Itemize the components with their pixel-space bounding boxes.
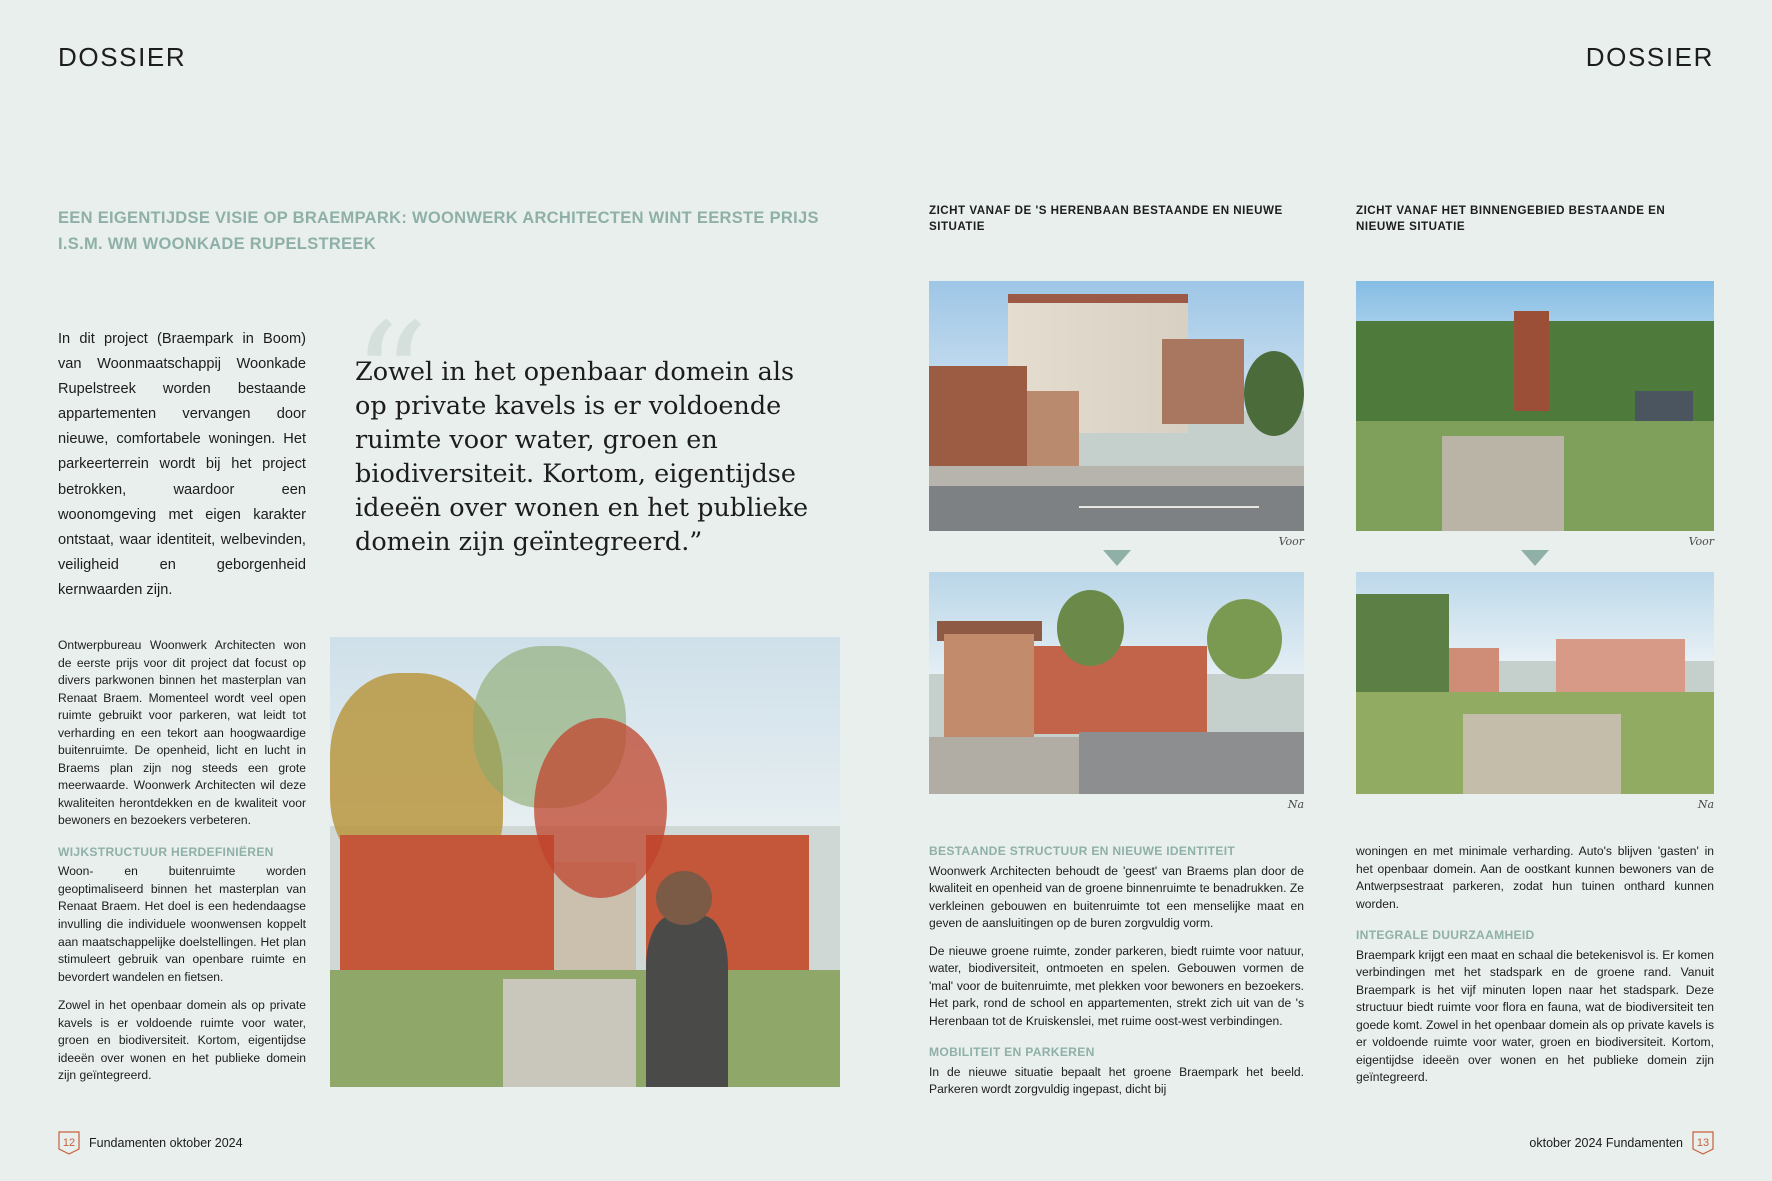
paragraph: woningen en met minimale verharding. Auto's blijven 'gasten' in het openbaar domein. Aan de oostkant kunnen bewoners van de Antwerpsestraat parkeren, zodat hun tuinen onthard kunnen worden. [1356,844,1714,911]
column-heading: ZICHT VANAF DE 'S HERENBAAN BESTAANDE EN NIEUWE SITUATIE [929,204,1283,233]
running-head-left: DOSSIER [58,42,187,72]
section-heading: INTEGRALE DUURZAAMHEID [1356,928,1535,943]
photo-caption: Na [1287,798,1304,812]
paragraph: Braempark krijgt een maat en schaal die betekenisvol is. Er komen verbindingen met het stadspark en de groene rand. Vanuit Braempark is het vijf minuten lopen naar het stadspark. Deze structuur biedt ruimte voor flora en fauna, wat de biodiversiteit ten goede komt. Zowel in het openbaar domein als op private kavels is er voldoende ruimte voor water, groen en biodiversiteit. Kortom, eigentijdse ideeën over wonen en het publieke domein zijn geïntegreerd. [1356,947,1714,1085]
footer-text: oktober 2024 Fundamenten [1529,1136,1683,1150]
street-tree [1244,351,1304,436]
photo-caption: Voor [1278,535,1304,549]
column-binnengebied [1356,203,1714,811]
running-head-right: DOSSIER [1585,42,1714,72]
footpath [503,979,636,1087]
section-heading: MOBILITEIT EN PARKEREN [929,1045,1095,1060]
park-path [1463,714,1621,794]
footer-text: Fundamenten oktober 2024 [89,1136,243,1150]
transition-arrow [929,550,1304,566]
column-binnengebied-text [1356,843,1714,1097]
photo-herenbaan-new [929,572,1304,794]
section-heading: WIJKSTRUCTUUR HERDEFINIËREN [58,844,274,859]
page-number-badge [1692,1131,1714,1155]
paragraph: Ontwerpbureau Woonwerk Architecten won de eerste prijs voor dit project dat focust op divers parkwonen binnen het masterplan van Renaat Braem. Momenteel wordt veel open ruimte gebruikt voor parkeren, wat leidt tot verharding en een tekort aan hoogwaardige buitenruimte. De openheid, licht en lucht in Braems plan zijn nog steeds een grote meerwaarde. Woonwerk Architecten wil deze kwaliteiten herontdekken en de kwaliteit voor bewoners en bezoekers verbeteren. [58,638,306,828]
photo-caption: Na [1697,798,1714,812]
footer-left [58,1131,243,1155]
paragraph: Zowel in het openbaar domein als op private kavels is er voldoende ruimte voor water, groen en biodiversiteit. Kortom, eigentijdse ideeën over wonen en het publieke domein zijn geïntegreerd. [58,998,306,1083]
section-heading: BESTAANDE STRUCTUUR EN NIEUWE IDENTITEIT [929,844,1236,858]
footer-right [1529,1131,1714,1155]
photo-binnengebied-new [1356,572,1714,794]
road [929,486,1304,531]
paragraph: Woon- en buitenruimte worden geoptimaliseerd binnen het masterplan van Renaat Braem. Het doel is een hedendaagse invulling die individuele woonwensen koppelt aan maatschappelijke doelstellingen. Het plan stimuleert gebruik van openbare ruimte en bevordert wandelen en fietsen. [58,864,306,984]
intro-paragraph: In dit project (Braempark in Boom) van Woonmaatschappij Woonkade Rupelstreek worden bestaande appartementen vervangen door nieuwe, comfortabele woningen. Het parkeerterrein wordt bij het project betrokken, waardoor een woonomgeving met eigen karakter ontstaat, waar identiteit, welbevinden, veiligheid en geborgenheid kernwaarden zijn. [58,331,306,598]
new-brick-volume [1034,646,1207,735]
red-tree [534,718,667,898]
pull-quote [352,292,825,559]
street-tree [1207,599,1282,679]
page-title: EEN EIGENTIJDSE VISIE OP BRAEMPARK: WOONWERK ARCHITECTEN WINT EERSTE PRIJS I.S.M. WM WOONKADE RUPELSTREEK [58,209,819,253]
column-herenbaan-text [929,843,1304,1109]
paragraph: De nieuwe groene ruimte, zonder parkeren, biedt ruimte voor natuur, water, biodiversiteit, ontmoeten en spelen. Gebouwen vormen de 'mal' voor de buitenruimte, met plekken voor bewoners en bezoekers. Het park, rond de school en appartementen, strekt zich uit van de 's Herenbaan tot de Kruiskenslei, met ruime oost-west verbindingen. [929,943,1304,1028]
transition-arrow [1356,550,1714,566]
renovated-house [944,634,1034,741]
road-marking [1079,506,1259,508]
photo-caption: Voor [1688,535,1714,549]
pull-quote-text: Zowel in het openbaar domein als op private kavels is er voldoende ruimte voor water, groen en biodiversiteit. Kortom, eigentijdse ideeën over wonen en het publieke domein zijn geïntegreerd.” [355,357,809,557]
page-number-badge [58,1131,80,1155]
street-tree [1057,590,1125,665]
parked-truck [1635,391,1692,421]
photo-herenbaan-existing [929,281,1304,531]
paragraph: In de nieuwe situatie bepaalt het groene Braempark het beeld. Parkeren wordt zorgvuldig ingepast, dicht bij [929,1064,1304,1097]
photo-binnengebied-existing [1356,281,1714,531]
parking-paving [1442,436,1564,531]
apartment-building-left [340,835,554,988]
quote-mark-icon: “ [352,292,423,466]
new-housing-block [1556,639,1685,697]
hero-render-image [330,637,840,1087]
page-number: 13 [1696,1137,1710,1149]
paragraph: Woonwerk Architecten behoudt de 'geest' van Braems plan door de kwaliteit en openheid van de groene binnenruimte te benadrukken. Ze verkleinen gebouwen en buitenruimte tot een menselijke maat en geven de aansluitingen op de buren zorgvuldig vorm. [929,863,1304,931]
column-heading: ZICHT VANAF HET BINNENGEBIED BESTAANDE EN NIEUWE SITUATIE [1356,204,1666,233]
existing-tower-block [1514,311,1550,411]
column-herenbaan [929,203,1304,811]
existing-apartment-block-2 [1162,339,1245,424]
left-body-column [58,637,306,1096]
page-number: 12 [62,1137,76,1149]
figure-foreground [646,916,728,1087]
road [1079,732,1304,794]
